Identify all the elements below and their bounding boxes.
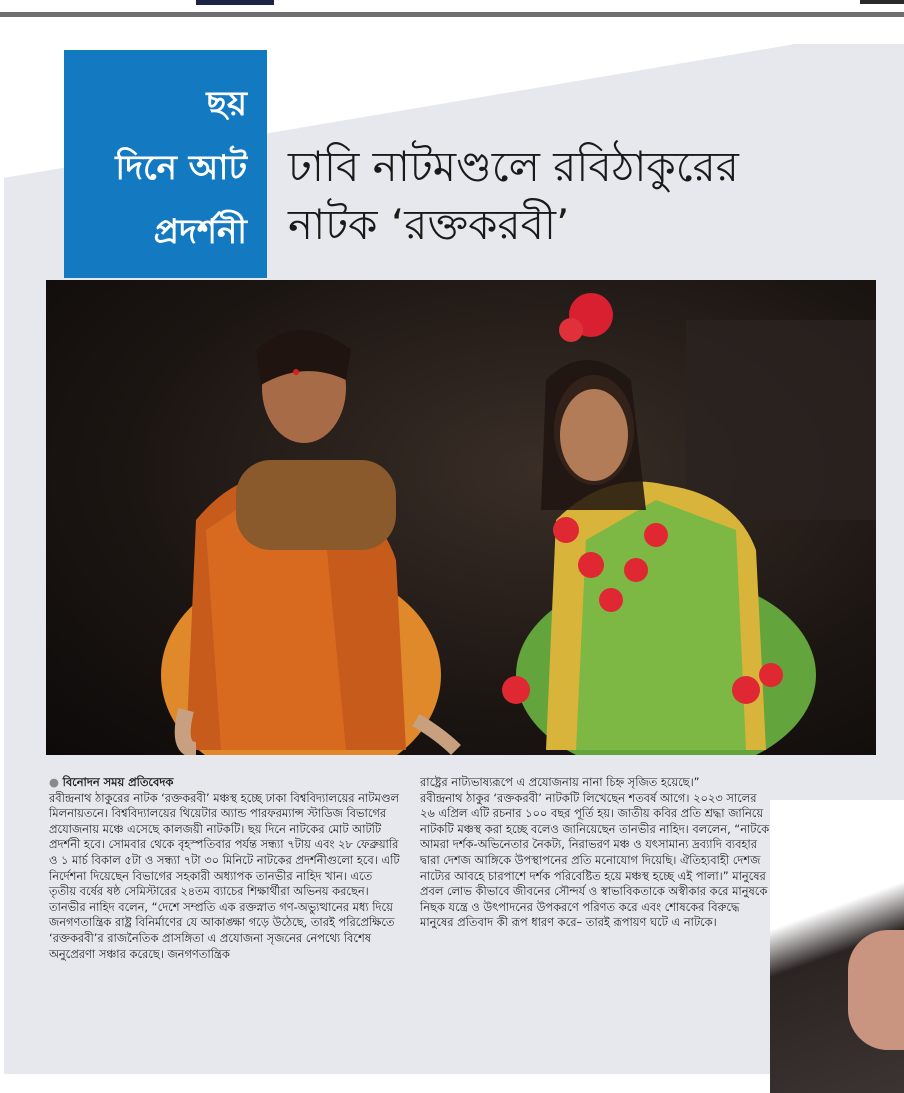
photo-illustration — [46, 280, 876, 755]
byline — [49, 775, 401, 791]
article-column-2 — [420, 775, 770, 931]
theatre-performance-photo — [46, 280, 876, 755]
article-body-2a: রাষ্ট্রের নাট্যভাষ্যরূপে এ প্রযোজনায় নানা চিহ্ন সৃজিত হয়েছে।” — [420, 775, 700, 789]
adjacent-photo-detail — [848, 930, 904, 1050]
byline-text: বিনোদন সময় প্রতিবেদক — [62, 775, 174, 789]
section-tag — [64, 50, 267, 278]
headline — [288, 138, 888, 254]
headline-line-1: ঢাবি নাটমণ্ডলে রবিঠাকুরের — [288, 142, 739, 191]
article-body-1: রবীন্দ্রনাথ ঠাকুরের নাটক ‘রক্তকরবী’ মঞ্চস্থ হচ্ছে ঢাকা বিশ্ববিদ্যালয়ের নাটমণ্ডল মিলনায়তনে। বিশ্ববিদ্যালয়ের থিয়েটার অ্যান্ড পারফরম্যান্স স্টাডিজ বিভাগের প্রযোজনায় মঞ্চে এসেছে কালজয়ী নাটকটি। ছয় দিনে নাটকের মোট আটটি প্রদর্শনী হবে। সোমবার থেকে বৃহস্পতিবার পর্যন্ত সন্ধ্যা ৭টায় এবং ২৮ ফেব্রুয়ারি ও ১ মার্চ বিকাল ৫টা ও সন্ধ্যা ৭টা ৩০ মিনিটে নাটকের প্রদর্শনীগুলো হবে। এটি নির্দেশনা দিয়েছেন বিভাগের সহকারী অধ্যাপক তানভীর নাহিদ খান। এতে তৃতীয় বর্ষের ষষ্ঠ সেমিস্টারের ২৪তম ব্যাচের শিক্ষার্থীরা অভিনয় করছেন। তানভীর নাহিদ বলেন, “দেশে সম্প্রতি এক রক্তস্নাত গণ-অভ্যুত্থানের মধ্য দিয়ে জনগণতান্ত্রিক রাষ্ট্র বিনির্মাণের যে আকাঙ্ক্ষা গড়ে উঠেছে, তারই পরিপ্রেক্ষিতে ‘রক্তকরবী’র রাজনৈতিক প্রাসঙ্গিতা এ প্রযোজনা সৃজনের নেপথ্যে বিশেষ অনুপ্রেরণা সঞ্চার করেছে। জনগণতান্ত্রিক — [49, 790, 400, 961]
top-accent-bar — [196, 0, 274, 5]
bullet-icon: ● — [49, 775, 63, 789]
headline-line-2: নাটক ‘রক্তকরবী’ — [288, 200, 570, 249]
top-accent-bar-right — [860, 0, 904, 4]
tag-line-3: প্রদর্শনী — [153, 212, 247, 252]
article-body-2b: রবীন্দ্রনাথ ঠাকুর ‘রক্তকরবী’ নাটকটি লিখেছেন শতবর্ষ আগে। ২০২৩ সালের ২৬ এপ্রিল এটি রচনার ১০০ বছর পূর্তি হয়। জাতীয় কবির প্রতি শ্রদ্ধা জানিয়ে নাটকটি মঞ্চস্থ করা হচ্ছে বলেও জানিয়েছেন তানভীর নাহিদ। বললেন, “নাটকে আমরা দর্শক-অভিনেতার নৈকট্য, নিরাভরণ মঞ্চ ও যৎসামান্য দ্রব্যাদি ব্যবহার দ্বারা দেশজ আঙ্গিকে উপস্থাপনের প্রতি মনোযোগ দিয়েছি। ঐতিহ্যবাহী দেশজ নাট্যের আবহে চারপাশে দর্শক পরিবেষ্টিত হয়ে মঞ্চস্থ হচ্ছে এই পালা।” মানুষের প্রবল লোভ কীভাবে জীবনের সৌন্দর্য ও স্বাভাবিকতাকে অস্বীকার করে মানুষকে নিছক যন্ত্রে ও উৎপাদনের উপকরণে পরিণত করে এবং শোষকের বিরুদ্ধে মানুষের প্রতিবাদ কী রূপ ধারণ করে– তারই রূপায়ণ ঘটে এ নাটকে। — [420, 790, 770, 930]
top-rule — [0, 12, 904, 17]
tag-line-2: দিনে আট — [115, 148, 247, 188]
tag-line-1: ছয় — [206, 84, 247, 124]
article-column-1 — [49, 775, 401, 962]
